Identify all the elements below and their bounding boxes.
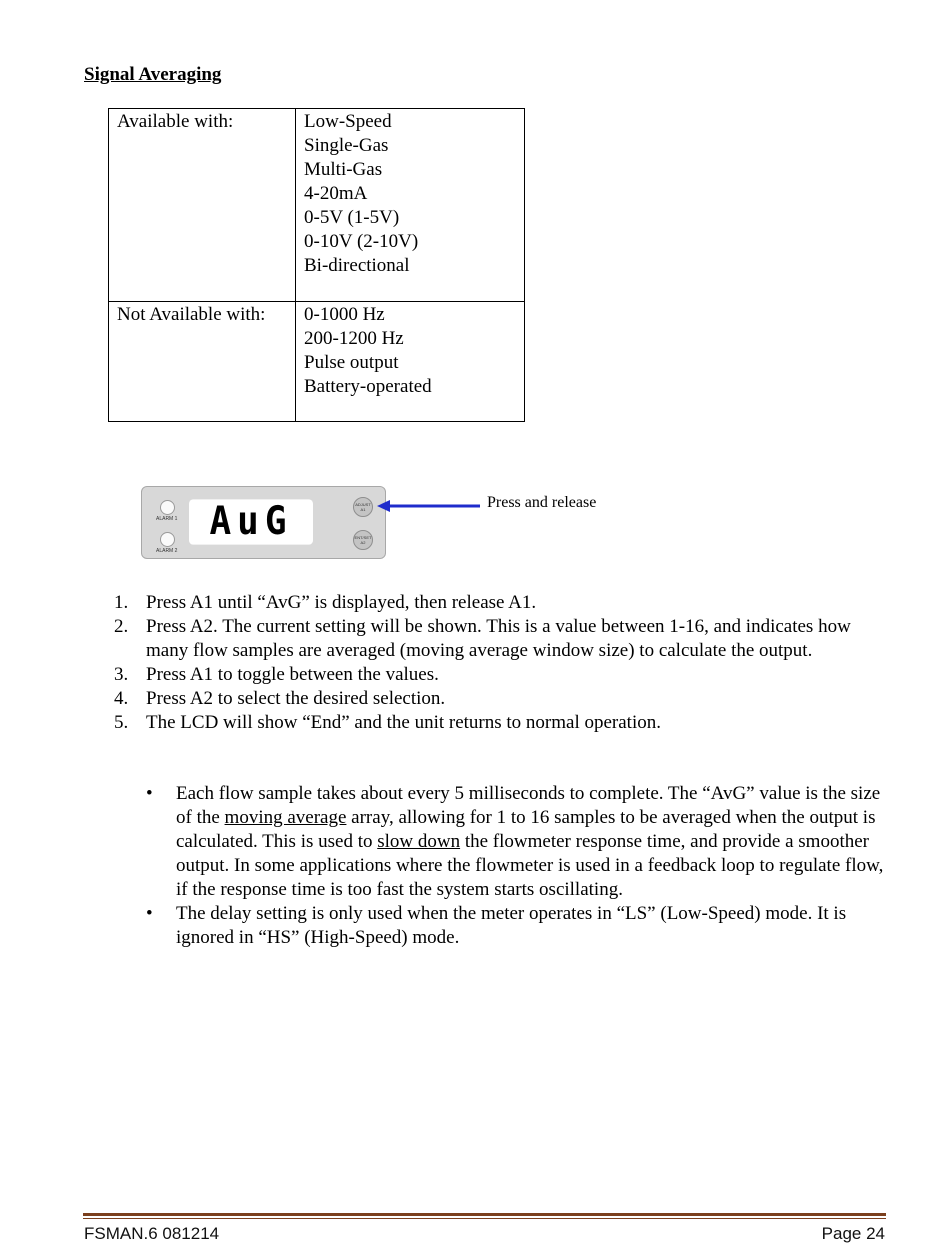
step-text: Press A2. The current setting will be shown. This is a value between 1-16, and indicates how many flow samples are averaged (moving average window size) to calculate the output. — [146, 616, 851, 661]
step-number: 5. — [114, 712, 129, 733]
step-text: Press A1 until “AvG” is displayed, then release A1. — [146, 592, 537, 613]
not-available-item: 0-1000 Hz — [304, 304, 385, 325]
available-item: 0-10V (2-10V) — [304, 231, 419, 252]
available-item: Bi-directional — [304, 255, 410, 276]
entset-sub-label: A2 — [360, 540, 366, 545]
step-number: 4. — [114, 688, 129, 709]
step-text: Press A1 to toggle between the values. — [146, 664, 439, 685]
available-row — [109, 109, 525, 302]
available-item: 4-20mA — [304, 183, 368, 204]
adjust-sub-label: A1 — [360, 507, 366, 512]
alarm1-label: ALARM 1 — [156, 516, 178, 522]
footer-doc-id: FSMAN.6 081214 — [84, 1224, 220, 1243]
step-number: 3. — [114, 664, 129, 685]
entset-label: ENT/SET — [354, 535, 372, 540]
not-available-row — [109, 302, 525, 422]
availability-table — [108, 108, 525, 422]
step-item — [114, 711, 889, 735]
entset-a2-button[interactable] — [353, 530, 373, 550]
alarm2-label: ALARM 2 — [156, 548, 178, 554]
adjust-a1-button[interactable] — [353, 497, 373, 517]
alarm2-led-icon — [160, 532, 175, 547]
available-item: Multi-Gas — [304, 159, 383, 180]
lcd-screen: AuG — [189, 499, 313, 544]
not-available-list — [304, 303, 516, 399]
available-item: 0-5V (1-5V) — [304, 207, 400, 228]
footer-page-number: Page 24 — [821, 1224, 885, 1243]
available-item: Single-Gas — [304, 135, 389, 156]
note-item: • The delay setting is only used when the meter operates in “LS” (Low-Speed) mode. It is ignored in “HS” (High-Speed) mode. — [146, 903, 847, 948]
moving-average-term: moving average — [224, 807, 347, 828]
section-title: Signal Averaging — [84, 64, 222, 85]
step-item — [114, 615, 889, 663]
bullet-icon: • — [146, 783, 153, 804]
step-text: The LCD will show “End” and the unit returns to normal operation. — [146, 712, 661, 733]
adjust-label: ADJUST — [355, 502, 371, 507]
footer-rule — [83, 1213, 886, 1216]
step-number: 2. — [114, 616, 129, 637]
step-item — [114, 663, 889, 687]
step-item — [114, 687, 889, 711]
step-text: Press A2 to select the desired selection. — [146, 688, 446, 709]
meter-display-panel — [141, 486, 386, 559]
arrow-left-icon — [376, 498, 482, 514]
procedure-steps — [114, 591, 889, 735]
notes-list — [146, 782, 886, 950]
not-available-label: Not Available with: — [109, 302, 296, 422]
available-label: Available with: — [109, 109, 296, 302]
not-available-item: Battery-operated — [304, 376, 432, 397]
alarm1-led-icon — [160, 500, 175, 515]
available-item: Low-Speed — [304, 111, 392, 132]
press-release-callout: Press and release — [487, 494, 597, 511]
slow-down-term: slow down — [377, 831, 461, 852]
not-available-item: Pulse output — [304, 352, 399, 373]
step-item — [114, 591, 889, 615]
not-available-item: 200-1200 Hz — [304, 328, 404, 349]
step-number: 1. — [114, 592, 129, 613]
bullet-icon: • — [146, 903, 153, 924]
available-list — [304, 110, 516, 278]
note-item: • Each flow sample takes about every 5 milliseconds to complete. The “AvG” value is the size of the moving average array, allowing for 1 to 16 samples to be averaged when the output is calculated. This is used to slow down the flowmeter response time, and provide a smoother output. In some applications where the flowmeter is used in a feedback loop to regulate flow, if the response time is too fast the system starts oscillating. — [146, 783, 884, 900]
footer-rule-thin — [83, 1218, 886, 1219]
